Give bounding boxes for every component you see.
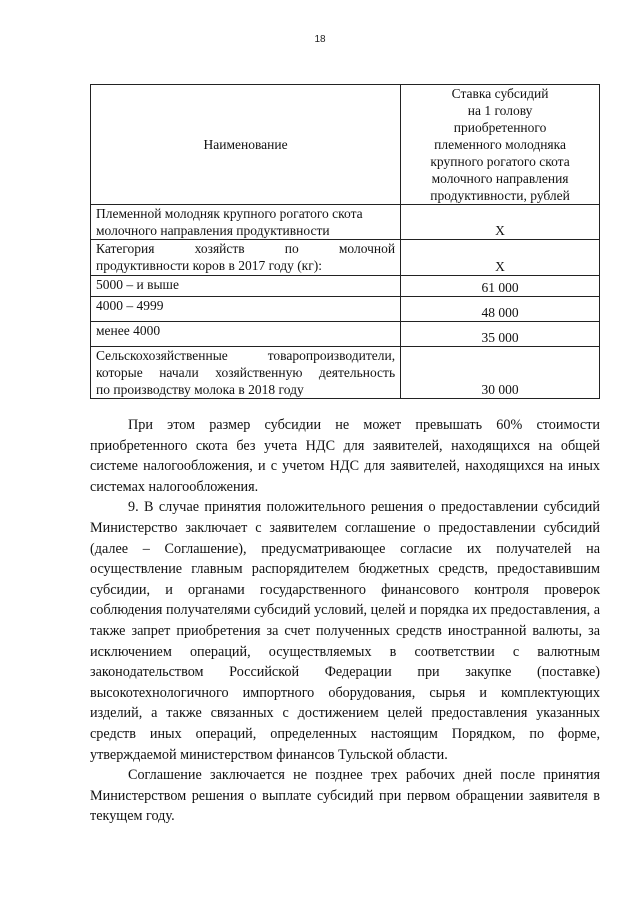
row-name-line: менее 4000 bbox=[96, 323, 161, 338]
row-name-line: 5000 – и выше bbox=[96, 277, 179, 292]
paragraph: Соглашение заключается не позднее трех рабочих дней после принятия Министерством решения о выплате субсидий при первом обращении заявителя в текущем году. bbox=[90, 767, 600, 825]
header-rate-cell bbox=[401, 85, 600, 205]
table-row bbox=[91, 205, 600, 240]
row-name-line: Сельскохозяйственные товаропроизводители, bbox=[96, 348, 396, 363]
row-value-cell: 48 000 bbox=[401, 297, 600, 322]
row-name-line: Племенной молодняк крупного рогатого скота bbox=[96, 206, 363, 221]
row-name-line: молочного направления продуктивности bbox=[96, 223, 330, 238]
subsidy-rates-table bbox=[90, 84, 600, 399]
header-rate-line: племенного молодняка bbox=[434, 137, 566, 152]
row-name-cell bbox=[91, 276, 401, 297]
row-name-cell bbox=[91, 347, 401, 399]
paragraph: При этом размер субсидии не может превышать 60% стоимости приобретенного скота без учета НДС для заявителей, находящихся на общей системе налогообложения, и с учетом НДС для заявителей, находящихся на иных системах налогообложения. bbox=[90, 417, 600, 495]
row-name-line: Категория хозяйств по молочной bbox=[96, 241, 396, 256]
row-value-cell: 61 000 bbox=[401, 276, 600, 297]
header-rate-line: на 1 голову bbox=[467, 103, 533, 118]
table-row bbox=[91, 297, 600, 322]
header-rate-line: крупного рогатого скота bbox=[430, 154, 570, 169]
row-name-cell bbox=[91, 322, 401, 347]
header-rate-line: приобретенного bbox=[453, 120, 547, 135]
row-name-line: по производству молока в 2018 году bbox=[96, 382, 304, 397]
table-header-row bbox=[91, 85, 600, 205]
row-name-cell bbox=[91, 240, 401, 276]
row-name-cell bbox=[91, 205, 401, 240]
header-rate-line: продуктивности, рублей bbox=[430, 188, 570, 203]
row-value-cell: 35 000 bbox=[401, 322, 600, 347]
row-value-cell: 30 000 bbox=[401, 347, 600, 399]
row-value-cell: Х bbox=[401, 240, 600, 276]
page-number: 18 bbox=[314, 34, 326, 45]
row-name-cell bbox=[91, 297, 401, 322]
header-rate-line: Ставка субсидий bbox=[451, 86, 549, 101]
table-row bbox=[91, 276, 600, 297]
table-row bbox=[91, 240, 600, 276]
header-name-cell bbox=[91, 85, 401, 205]
row-name-line: которые начали хозяйственную деятельность bbox=[96, 365, 396, 380]
header-name-label: Наименование bbox=[203, 137, 288, 152]
paragraph: 9. В случае принятия положительного решения о предоставлении субсидий Министерство заключает с заявителем соглашение о предоставлении субсидий (далее – Соглашение), предусматривающее согласие их получателей на осуществление главным распорядителем бюджетных средств, предоставившим субсидии, и органами государственного финансового контроля проверок соблюдения получателями субсидий условий, целей и порядка их предоставления, а также запрет приобретения за счет полученных средств иностранной валюты, за исключением операций, осуществляемых в соответствии с валютным законодательством Российской Федерации при закупке (поставке) высокотехнологичного импортного оборудования, сырья и комплектующих изделий, а также связанных с достижением целей предоставления указанных средств иных операций, определенных настоящим Порядком, по форме, утверждаемой министерством финансов Тульской области. bbox=[90, 499, 600, 763]
row-value-cell: Х bbox=[401, 205, 600, 240]
table-row bbox=[91, 322, 600, 347]
table-row bbox=[91, 347, 600, 399]
header-rate-line: молочного направления bbox=[431, 171, 569, 186]
body-text bbox=[90, 415, 600, 827]
row-name-line: 4000 – 4999 bbox=[96, 298, 164, 313]
row-name-line: продуктивности коров в 2017 году (кг): bbox=[96, 258, 323, 273]
